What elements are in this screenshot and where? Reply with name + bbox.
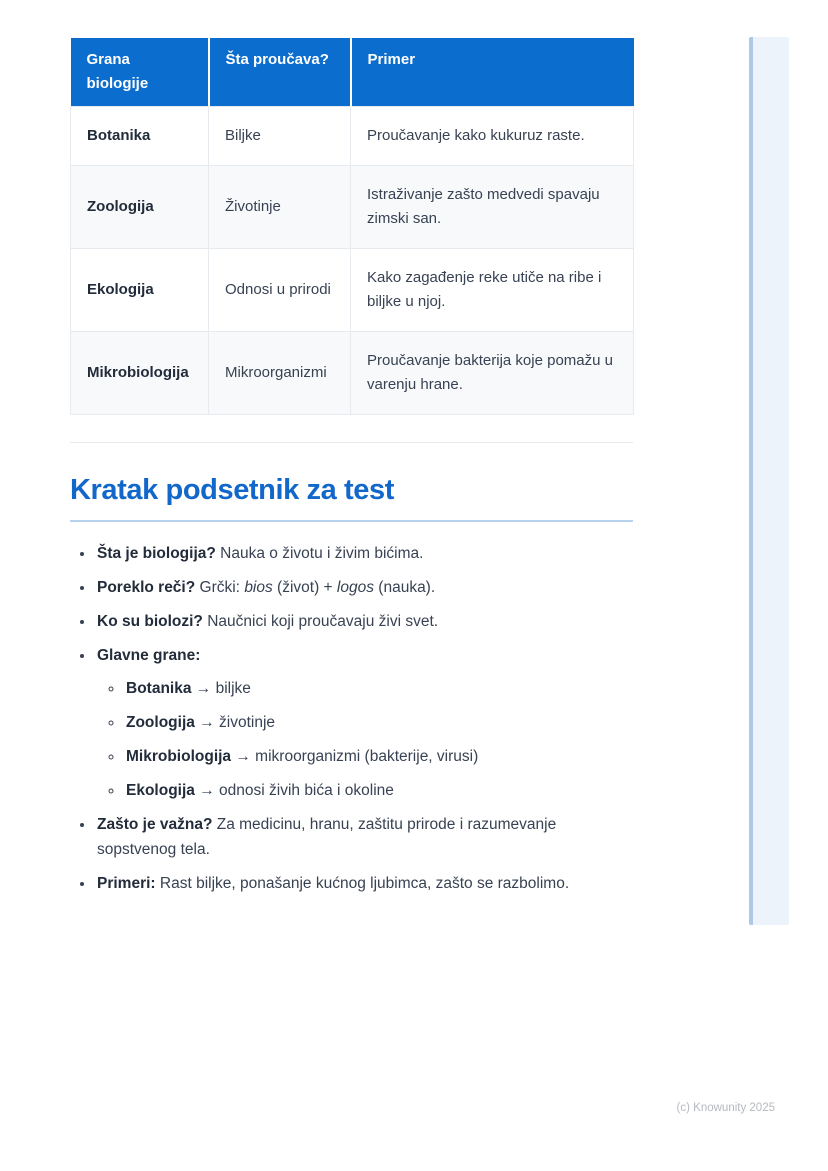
table-row xyxy=(71,107,634,166)
sub-list-item xyxy=(124,778,633,803)
document-content xyxy=(70,38,633,905)
cell-example: Proučavanje kako kukuruz raste. xyxy=(351,107,634,166)
bullet-italic-text: logos xyxy=(336,579,374,596)
table-row xyxy=(71,249,634,332)
cell-example: Istraživanje zašto medvedi spavaju zimski san. xyxy=(351,166,634,249)
bullet-lead-text: Poreklo reči? xyxy=(97,579,196,596)
copyright-text: (c) Knowunity 2025 xyxy=(676,1102,775,1114)
table-header-cell: Šta proučava? xyxy=(209,38,351,107)
bullet-lead-text: Primeri: xyxy=(97,875,156,892)
cell-studies: Životinje xyxy=(209,166,351,249)
bullet-text: Naučnici koji proučavaju živi svet. xyxy=(202,613,439,630)
bullet-lead-text: Zoologija xyxy=(126,714,195,731)
list-item xyxy=(95,609,633,634)
table-header-cell: Primer xyxy=(351,38,634,107)
list-item xyxy=(95,871,633,896)
cell-branch: Mikrobiologija xyxy=(71,332,209,415)
bullet-text: Rast biljke, ponašanje kućnog ljubimca, zašto se razbolimo. xyxy=(155,875,570,892)
cell-branch: Botanika xyxy=(71,107,209,166)
cell-branch: Zoologija xyxy=(71,166,209,249)
list-item xyxy=(95,541,633,566)
bullet-lead-text: Šta je biologija? xyxy=(97,545,216,562)
bullet-text: → biljke xyxy=(191,680,251,697)
bullet-text: Za medicinu, hranu, zaštitu prirode i razumevanje sopstvenog tela. xyxy=(97,816,557,858)
section-divider xyxy=(70,442,633,443)
cell-studies: Mikroorganizmi xyxy=(209,332,351,415)
cell-branch: Ekologija xyxy=(71,249,209,332)
table-row xyxy=(71,332,634,415)
sub-list xyxy=(97,676,633,803)
cell-studies: Biljke xyxy=(209,107,351,166)
bullet-text: Nauka o životu i živim bićima. xyxy=(215,545,424,562)
bullet-text: → odnosi živih bića i okoline xyxy=(194,782,394,799)
table-header-row xyxy=(71,38,634,107)
biology-branches-table xyxy=(70,38,634,415)
sub-list-item xyxy=(124,676,633,701)
bullet-text: (nauka). xyxy=(373,579,436,596)
bullet-lead-text: Mikrobiologija xyxy=(126,748,232,765)
bullet-lead-text: Glavne grane: xyxy=(97,647,201,664)
bullet-lead-text: Ko su biolozi? xyxy=(97,613,203,630)
section-title: Kratak podsetnik za test xyxy=(70,474,633,522)
list-item xyxy=(95,575,633,600)
bullet-italic-text: bios xyxy=(244,579,273,596)
bullet-lead-text: Zašto je važna? xyxy=(97,816,213,833)
page-margin-rail xyxy=(749,37,789,925)
list-item xyxy=(95,812,633,862)
sub-list-item xyxy=(124,710,633,735)
sub-list-item xyxy=(124,744,633,769)
cell-example: Kako zagađenje reke utiče na ribe i biljke u njoj. xyxy=(351,249,634,332)
cell-example: Proučavanje bakterija koje pomažu u varenju hrane. xyxy=(351,332,634,415)
summary-list xyxy=(70,541,633,896)
bullet-text: Grčki: xyxy=(195,579,245,596)
list-item xyxy=(95,643,633,803)
bullet-lead-text: Ekologija xyxy=(126,782,195,799)
bullet-text: → životinje xyxy=(194,714,276,731)
table-row xyxy=(71,166,634,249)
bullet-text: (život) + xyxy=(272,579,337,596)
bullet-text: → mikroorganizmi (bakterije, virusi) xyxy=(231,748,479,765)
bullet-lead-text: Botanika xyxy=(126,680,192,697)
table-header-cell: Grana biologije xyxy=(71,38,209,107)
cell-studies: Odnosi u prirodi xyxy=(209,249,351,332)
